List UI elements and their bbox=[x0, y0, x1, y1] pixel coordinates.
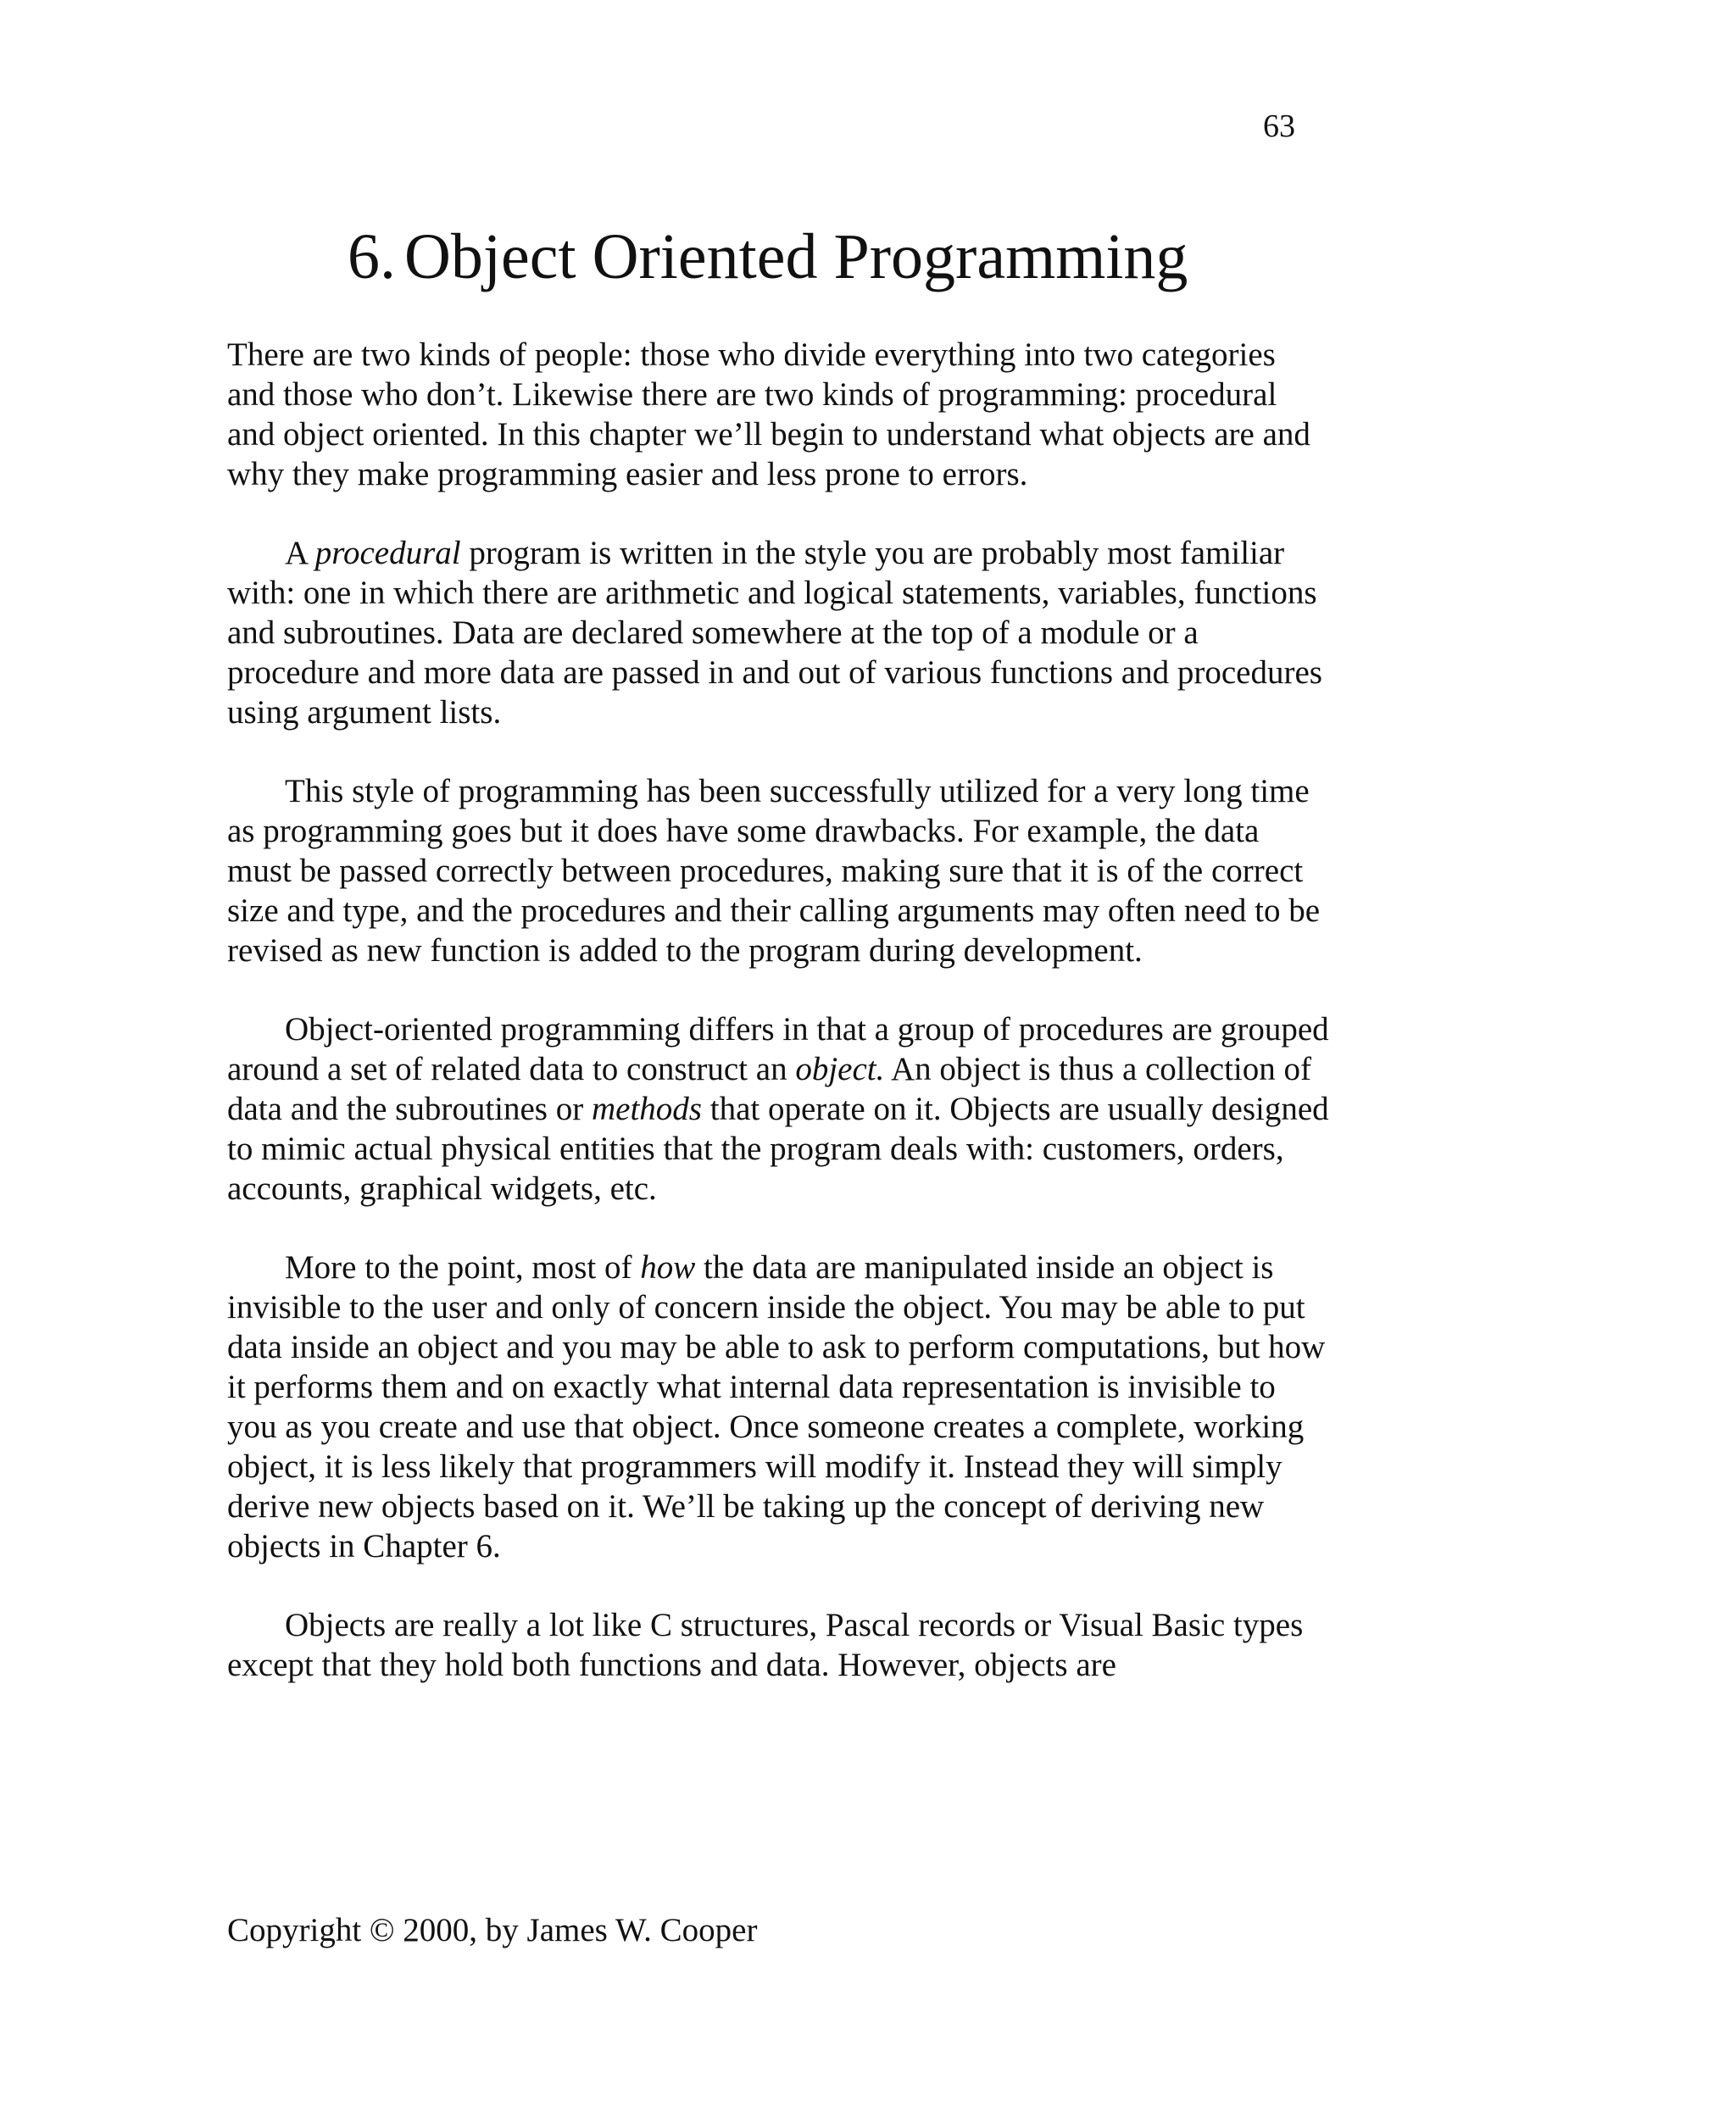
emphasis-procedural: procedural bbox=[314, 535, 461, 571]
paragraph-text: More to the point, most of bbox=[285, 1249, 641, 1286]
page-number: 63 bbox=[1263, 108, 1295, 144]
body-text bbox=[227, 335, 1329, 1724]
emphasis-methods: methods bbox=[591, 1091, 702, 1127]
paragraph-drawbacks: This style of programming has been successfully utilized for a very long time as programming goes but it does have some drawbacks. For example, the data must be passed correctly between procedures, making sure that it is of the correct size and type, and the procedures and their calling arguments may often need to be revised as new function is added to the program during development. bbox=[227, 773, 1321, 969]
chapter-title bbox=[348, 222, 1188, 293]
paragraph-text: the data are manipulated inside an object is invisible to the user and only of concern inside the object. You may be able to put data inside an object and you may be able to ask to perform computations, but how it performs them and on exactly what internal data representation is invisible to you as you create and use that object. Once someone creates a complete, working object, it is less likely that programmers will modify it. Instead they will simply derive new objects based on it. We’ll be taking up the concept of deriving new objects in Chapter 6. bbox=[227, 1249, 1326, 1565]
paragraph-text: A bbox=[285, 535, 315, 571]
paragraph-text: that operate on it. Objects are usually designed to mimic actual physical entities that the program deals with: customers, orders, accounts, graphical widgets, etc. bbox=[227, 1091, 1329, 1207]
paragraph-text: program is written in the style you are probably most familiar with: one in which there are arithmetic and logical statements, variables, functions and subroutines. Data are declared somewhere at the top of a module or a procedure and more data are passed in and out of various functions and procedures using argument lists. bbox=[227, 535, 1322, 731]
paragraph-intro: There are two kinds of people: those who divide everything into two categories and those who don’t. Likewise there are two kinds of programming: procedural and object oriented. In this chapter we’ll begin to understand what objects are and why they make programming easier and less prone to errors. bbox=[227, 336, 1310, 492]
paragraph-structures: Objects are really a lot like C structures, Pascal records or Visual Basic types except that they hold both functions and data. However, objects are bbox=[227, 1607, 1304, 1683]
paragraph-text: An object is thus a collection of data and the subroutines or bbox=[227, 1051, 1312, 1127]
paragraph-object-oriented bbox=[227, 1009, 1329, 1209]
copyright-footer: Copyright © 2000, by James W. Cooper bbox=[227, 1912, 758, 1948]
emphasis-how: how bbox=[640, 1249, 696, 1286]
emphasis-object: object. bbox=[795, 1051, 885, 1087]
paragraph-encapsulation bbox=[227, 1248, 1329, 1566]
paragraph-procedural bbox=[227, 533, 1329, 732]
chapter-title-text: Object Oriented Programming bbox=[404, 221, 1188, 292]
chapter-number: 6. bbox=[348, 221, 396, 292]
paragraph-text: Object-oriented programming differs in that a group of procedures are grouped around a set of related data to construct an bbox=[227, 1011, 1329, 1087]
